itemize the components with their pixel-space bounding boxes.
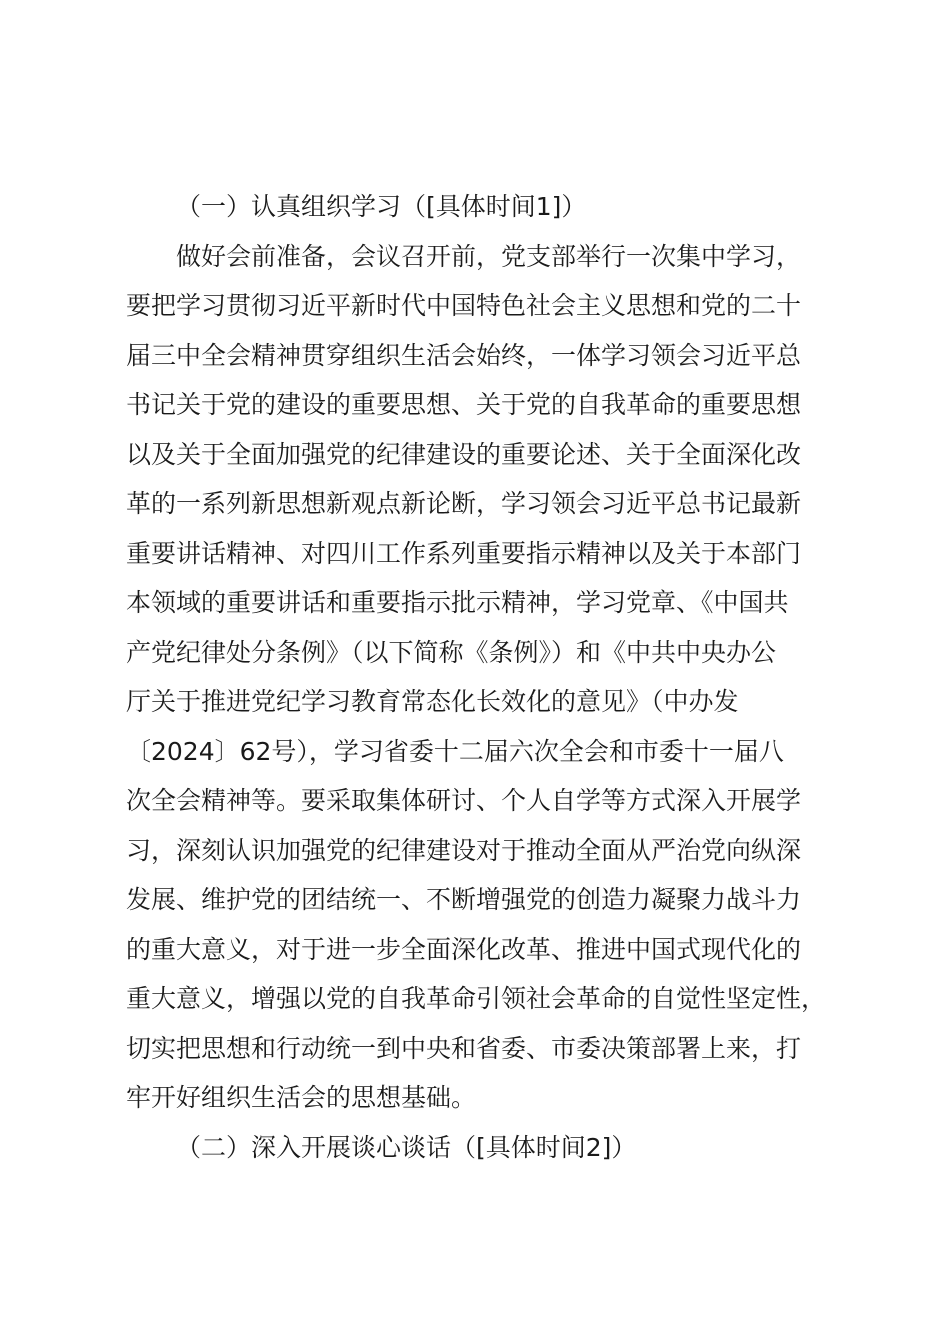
paragraph-line: 重大意义，增强以党的自我革命引领社会革命的自觉性坚定性， (126, 984, 827, 1013)
paragraph-line: 次全会精神等。要采取集体研讨、个人自学等方式深入开展学 (126, 786, 802, 815)
paragraph-line: 做好会前准备，会议召开前，党支部举行一次集中学习， (176, 241, 802, 271)
document-body (126, 182, 832, 1172)
paragraph-line: 届三中全会精神贯穿组织生活会始终，一体学习领会习近平总 (126, 340, 802, 370)
paragraph-line: 产党纪律处分条例》（以下简称《条例》）和《中共中央办公 (126, 637, 777, 667)
paragraph-line: 切实把思想和行动统一到中央和省委、市委决策部署上来，打 (126, 1033, 802, 1063)
paragraph-line: 要把学习贯彻习近平新时代中国特色社会主义思想和党的二十 (126, 291, 802, 320)
paragraph-line: 的重大意义，对于进一步全面深化改革、推进中国式现代化的 (126, 934, 802, 964)
paragraph-line: 革的一系列新思想新观点新论断，学习领会习近平总书记最新 (126, 489, 802, 518)
section-paragraph-1 (126, 232, 832, 1123)
section-heading-2: （二）深入开展谈心谈话（[具体时间2]） (176, 1132, 637, 1162)
paragraph-line: 发展、维护党的团结统一、不断增强党的创造力凝聚力战斗力 (126, 885, 802, 914)
paragraph-line: 习，深刻认识加强党的纪律建设对于推动全面从严治党向纵深 (126, 835, 802, 865)
paragraph-line: 〔2024〕62号），学习省委十二届六次全会和市委十一届八 (126, 736, 784, 766)
paragraph-line: 以及关于全面加强党的纪律建设的重要论述、关于全面深化改 (126, 439, 802, 469)
paragraph-line: 本领域的重要讲话和重要指示批示精神，学习党章、《中国共 (126, 588, 789, 617)
section-heading-1: （一）认真组织学习（[具体时间1]） (176, 192, 587, 221)
paragraph-line: 厅关于推进党纪学习教育常态化长效化的意见》（中办发 (126, 687, 739, 716)
paragraph-line: 书记关于党的建设的重要思想、关于党的自我革命的重要思想 (126, 390, 802, 419)
paragraph-line: 牢开好组织生活会的思想基础。 (126, 1083, 477, 1112)
paragraph-line: 重要讲话精神、对四川工作系列重要指示精神以及关于本部门 (126, 538, 802, 568)
